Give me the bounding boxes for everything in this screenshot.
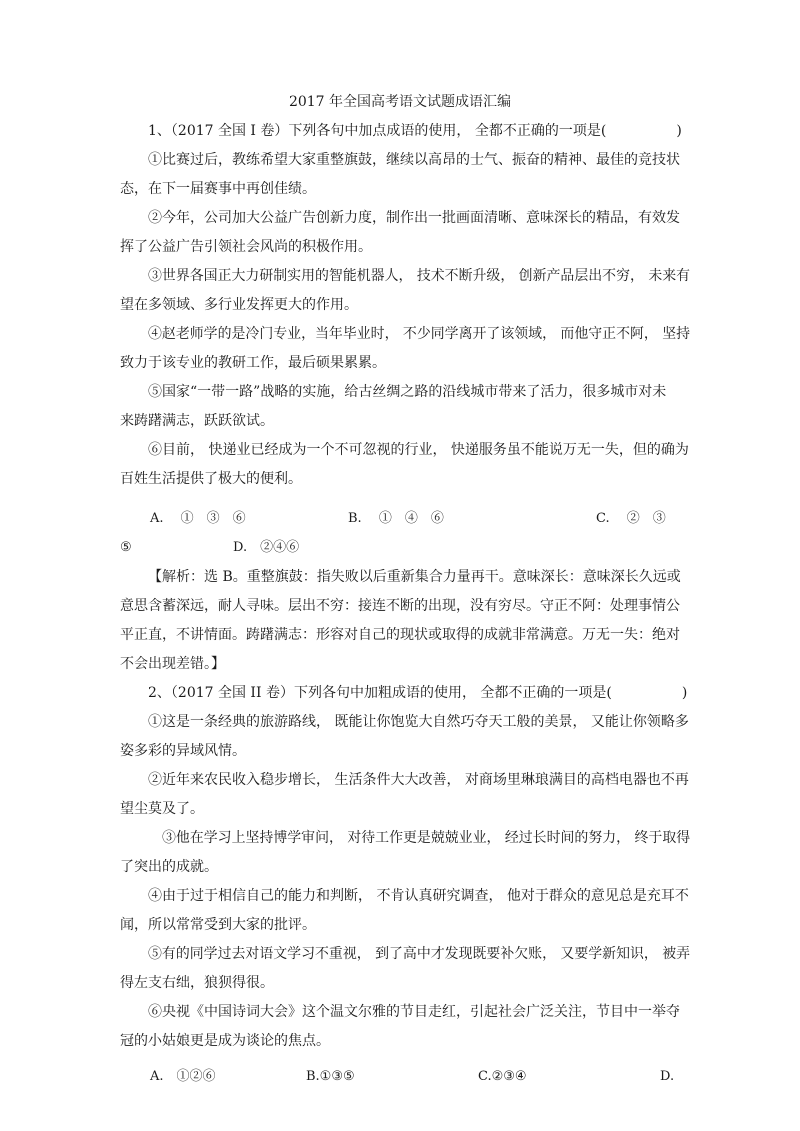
q1-sentence-5-line-2: 来踌躇满志，跃跃欲试。 — [120, 413, 274, 429]
q1-sentence-2-line-1: ②今年，公司加大公益广告创新力度，制作出一批画面清晰、意味深长的精品，有效发 — [148, 210, 680, 226]
q1-stem: 1、（2017 全国 I 卷）下列各句中加点成语的使用， 全都不正确的一项是( ) — [148, 123, 682, 139]
q1-analysis-line-4: 不会出现差错。】 — [120, 656, 225, 672]
q2-sentence-2-line-1: ②近年来农民收入稳步增长， 生活条件大大改善， 对商场里琳琅满目的高档电器也不再 — [148, 772, 689, 788]
q2-option-d: D. — [660, 1069, 675, 1084]
q2-option-a: A. ①②⑥ — [150, 1069, 216, 1084]
q1-option-c: C. ② ③ — [596, 511, 666, 526]
q2-sentence-1-line-1: ①这是一条经典的旅游路线， 既能让你饱览大自然巧夺天工般的美景， 又能让你领略多 — [148, 714, 689, 730]
q2-sentence-1-line-2: 姿多彩的异域风情。 — [120, 743, 246, 759]
q1-sentence-2-line-2: 挥了公益广告引领社会风尚的积极作用。 — [120, 239, 372, 255]
q2-sentence-3-line-1: ③他在学习上坚持博学审问， 对待工作更是兢兢业业， 经过长时间的努力， 终于取得 — [162, 830, 691, 846]
q1-sentence-1-line-1: ①比赛过后，教练希望大家重整旗鼓，继续以高昂的士气、振奋的精神、最佳的竞技状 — [148, 152, 680, 168]
document-title: 2017 年全国高考语文试题成语汇编 — [288, 94, 512, 110]
q2-sentence-5-line-1: ⑤有的同学过去对语文学习不重视， 到了高中才发现既要补欠账， 又要学新知识， 被弄 — [148, 946, 691, 962]
q1-sentence-3-line-2: 望在多领域、多行业发挥更大的作用。 — [120, 297, 358, 313]
q1-sentence-6-line-2: 百姓生活提供了极大的便利。 — [120, 471, 302, 487]
q2-sentence-4-line-2: 闻，所以常常受到大家的批评。 — [120, 917, 316, 933]
q2-sentence-4-line-1: ④由于过于相信自己的能力和判断， 不肯认真研究调查， 他对于群众的意见总是充耳不 — [148, 888, 689, 904]
q2-sentence-3-line-2: 了突出的成就。 — [120, 859, 218, 875]
q2-sentence-5-line-2: 得左支右绌，狼狈得很。 — [120, 975, 274, 991]
q1-sentence-5-line-1: ⑤国家“一带一路”战略的实施，给古丝绸之路的沿线城市带来了活力，很多城市对未 — [148, 384, 667, 400]
q2-sentence-2-line-2: 望尘莫及了。 — [120, 801, 204, 817]
q1-option-a: A. ① ③ ⑥ — [150, 511, 246, 526]
q1-sentence-1-line-2: 态，在下一届赛事中再创佳绩。 — [120, 181, 316, 197]
q1-sentence-4-line-1: ④赵老师学的是冷门专业，当年毕业时， 不少同学离开了该领域， 而他守正不阿， 坚持 — [148, 326, 691, 342]
q2-sentence-6-line-1: ⑥央视《中国诗词大会》这个温文尔雅的节目走红，引起社会广泛关注，节目中一举夺 — [148, 1004, 680, 1020]
q2-sentence-6-line-2: 冠的小姑娘更是成为谈论的焦点。 — [120, 1033, 330, 1049]
q1-sentence-6-line-1: ⑥目前， 快递业已经成为一个不可忽视的行业， 快递服务虽不能说万无一失，但的确为 — [148, 442, 689, 458]
q2-option-c: C.②③④ — [478, 1069, 527, 1084]
q2-option-b: B.①③⑤ — [306, 1069, 355, 1084]
q2-stem: 2、（2017 全国 II 卷）下列各句中加粗成语的使用， 全都不正确的一项是( ) — [148, 685, 688, 701]
q1-option-d: D. ②④⑥ — [233, 540, 300, 555]
q1-analysis-line-1: 【解析：选 B。重整旗鼓：指失败以后重新集合力量再干。意味深长：意味深长久远或 — [148, 569, 681, 585]
q1-option-b: B. ① ④ ⑥ — [348, 511, 444, 526]
q1-sentence-4-line-2: 致力于该专业的教研工作，最后硕果累累。 — [120, 355, 386, 371]
q1-analysis-line-3: 平正直，不讲情面。踌躇满志：形容对自己的现状或取得的成就非常满意。万无一失：绝对 — [120, 627, 680, 643]
q1-option-c-continued: ⑤ — [120, 540, 132, 555]
q1-analysis-line-2: 意思含蓄深远，耐人寻味。层出不穷：接连不断的出现，没有穷尽。守正不阿：处理事情公 — [120, 598, 680, 614]
q1-sentence-3-line-1: ③世界各国正大力研制实用的智能机器人， 技术不断升级， 创新产品层出不穷， 未来有 — [148, 268, 691, 284]
